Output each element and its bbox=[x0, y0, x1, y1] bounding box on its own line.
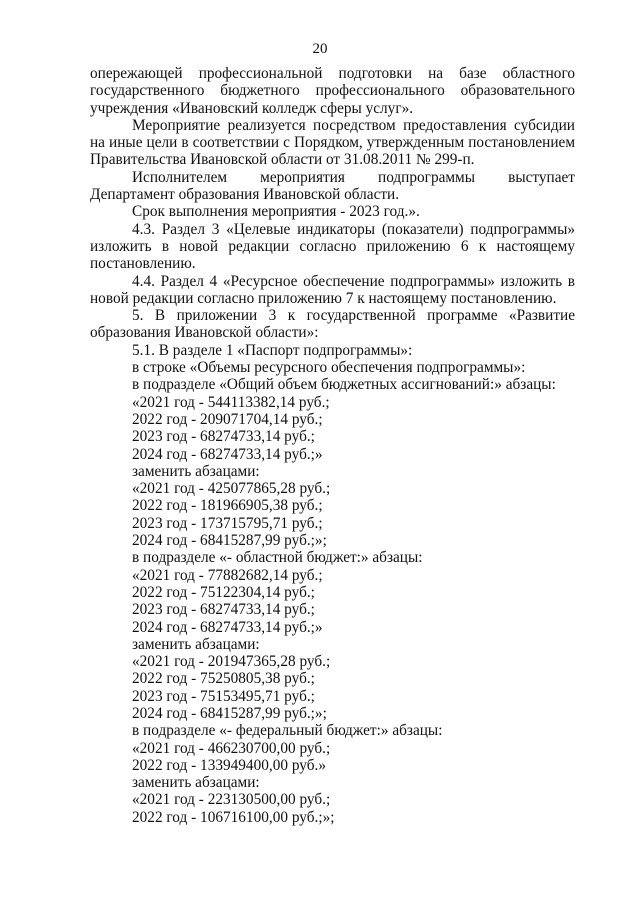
paragraph: 2022 год - 106716100,00 руб.;»; bbox=[132, 808, 335, 826]
paragraph: «2021 год - 223130500,00 руб.; bbox=[132, 791, 331, 809]
paragraph: 5.1. В разделе 1 «Паспорт подпрограммы»: bbox=[132, 341, 413, 359]
paragraph: опережающей профессиональной подготовки на базе областного государственного бюджетного профессионального образовательного учреждения «Ивановский колледж сферы услуг». bbox=[90, 65, 575, 117]
paragraph: 5. В приложении 3 к государственной программе «Развитие образования Ивановской области»: bbox=[90, 307, 575, 342]
paragraph: «2021 год - 544113382,14 руб.; bbox=[132, 393, 330, 411]
page-number: 20 bbox=[312, 41, 328, 57]
paragraph: в подразделе «- областной бюджет:» абзацы: bbox=[132, 549, 423, 567]
paragraph: заменить абзацами: bbox=[132, 774, 260, 792]
paragraph: 2023 год - 173715795,71 руб.; bbox=[132, 514, 323, 532]
paragraph: «2021 год - 466230700,00 руб.; bbox=[132, 739, 331, 757]
paragraph: 2022 год - 133949400,00 руб.» bbox=[132, 756, 326, 774]
paragraph: 2023 год - 68274733,14 руб.; bbox=[132, 428, 315, 446]
paragraph: Мероприятие реализуется посредством предоставления субсидии на иные цели в соответствии с Порядком, утвержденным постановлением Правительства Ивановской области от 31.08.2011 № 299-п. bbox=[90, 116, 575, 169]
paragraph: заменить абзацами: bbox=[132, 635, 260, 653]
paragraph: «2021 год - 201947365,28 руб.; bbox=[132, 653, 331, 671]
paragraph: 2023 год - 68274733,14 руб.; bbox=[132, 601, 315, 619]
paragraph: «2021 год - 77882682,14 руб.; bbox=[132, 566, 323, 584]
paragraph: в строке «Объемы ресурсного обеспечения подпрограммы»: bbox=[132, 359, 526, 377]
paragraph: 2024 год - 68274733,14 руб.;» bbox=[132, 445, 323, 463]
paragraph: 2024 год - 68415287,99 руб.;»; bbox=[132, 704, 327, 722]
paragraph: 2022 год - 75122304,14 руб.; bbox=[132, 583, 315, 601]
paragraph: 2024 год - 68415287,99 руб.;»; bbox=[132, 532, 327, 550]
paragraph: 2022 год - 181966905,38 руб.; bbox=[132, 497, 323, 515]
paragraph: в подразделе «Общий объем бюджетных ассигнований:» абзацы: bbox=[132, 376, 556, 394]
paragraph: 2022 год - 209071704,14 руб.; bbox=[132, 410, 323, 428]
paragraph: «2021 год - 425077865,28 руб.; bbox=[132, 480, 331, 498]
document-body bbox=[90, 65, 575, 826]
paragraph: 2023 год - 75153495,71 руб.; bbox=[132, 687, 315, 705]
paragraph: 4.3. Раздел 3 «Целевые индикаторы (показатели) подпрограммы» изложить в новой редакции согласно приложению 6 к настоящему постановлению. bbox=[90, 220, 575, 273]
paragraph: Исполнителем мероприятия подпрограммы выступает Департамент образования Ивановской области. bbox=[90, 168, 575, 204]
paragraph: заменить абзацами: bbox=[132, 462, 260, 480]
paragraph: Срок выполнения мероприятия - 2023 год.». bbox=[132, 203, 420, 221]
paragraph: 2024 год - 68274733,14 руб.;» bbox=[132, 618, 323, 636]
paragraph: в подразделе «- федеральный бюджет:» абзацы: bbox=[132, 722, 443, 740]
paragraph: 2022 год - 75250805,38 руб.; bbox=[132, 670, 315, 688]
paragraph: 4.4. Раздел 4 «Ресурсное обеспечение подпрограммы» изложить в новой редакции согласно приложению 7 к настоящему постановлению. bbox=[90, 272, 575, 307]
